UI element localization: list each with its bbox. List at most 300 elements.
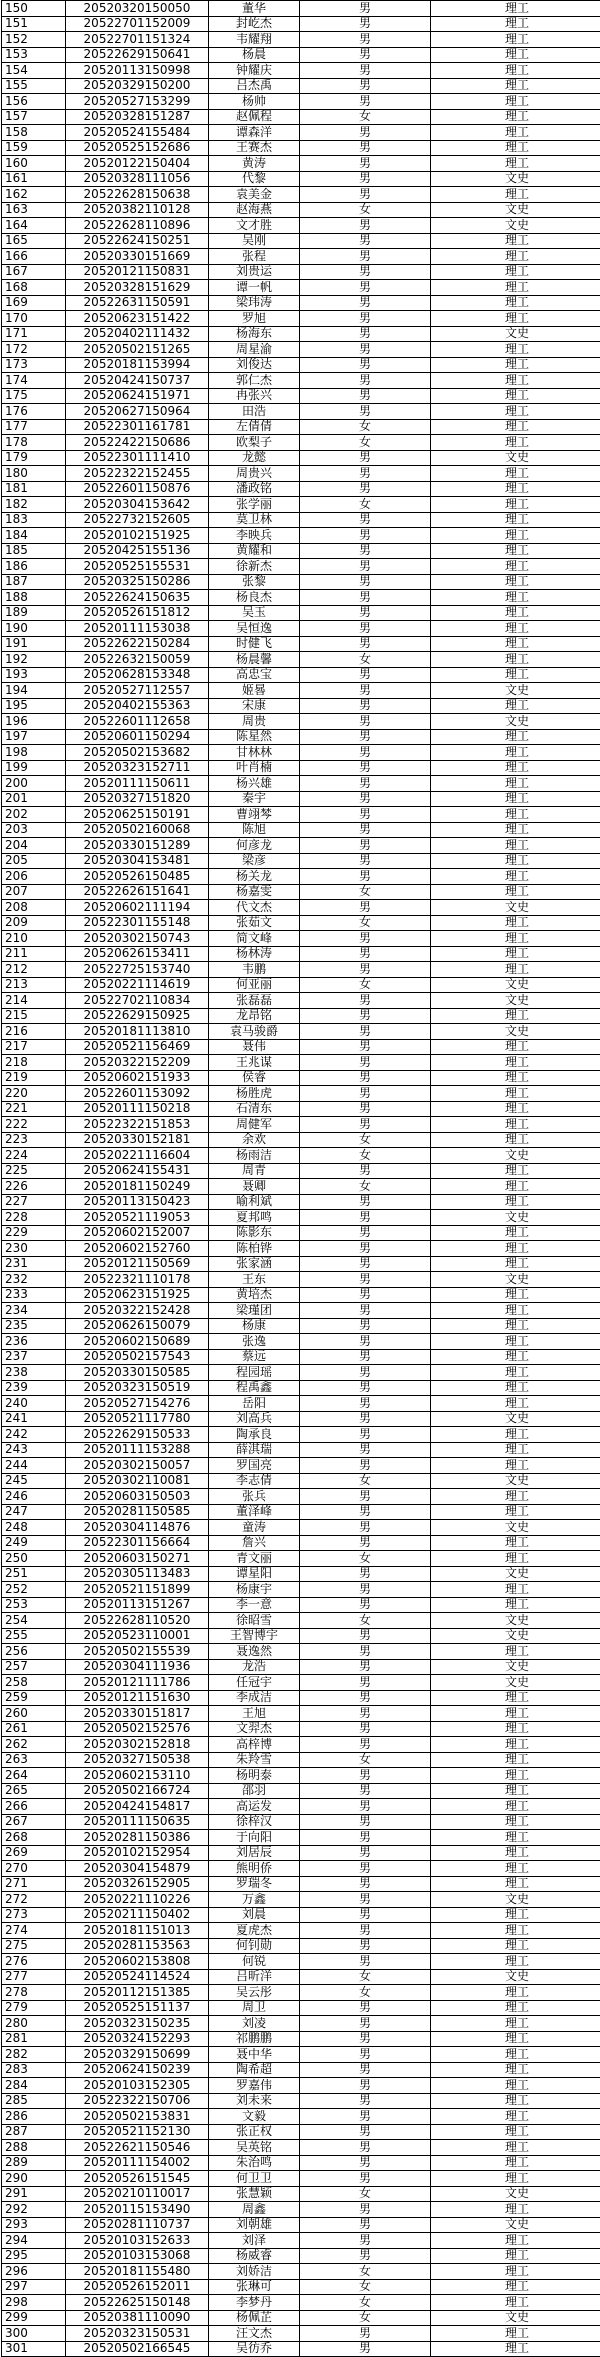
gender-cell: 女 bbox=[300, 915, 431, 931]
category-cell: 文史 bbox=[431, 900, 600, 916]
row-number-cell: 171 bbox=[2, 326, 66, 342]
table-row bbox=[2, 373, 600, 389]
table-row bbox=[2, 1070, 600, 1086]
table-row bbox=[2, 636, 600, 652]
gender-cell: 男 bbox=[300, 78, 431, 94]
gender-cell: 女 bbox=[300, 1132, 431, 1148]
table-row bbox=[2, 1287, 600, 1303]
student-id-cell: 20520102151925 bbox=[66, 528, 209, 544]
student-id-cell: 20522621150546 bbox=[66, 2140, 209, 2156]
table-row bbox=[2, 2279, 600, 2295]
category-cell: 理工 bbox=[431, 2279, 600, 2295]
gender-cell: 男 bbox=[300, 481, 431, 497]
category-cell: 文史 bbox=[431, 171, 600, 187]
table-row bbox=[2, 2078, 600, 2094]
row-number-cell: 194 bbox=[2, 683, 66, 699]
gender-cell: 男 bbox=[300, 1349, 431, 1365]
gender-cell: 男 bbox=[300, 1582, 431, 1598]
category-cell: 理工 bbox=[431, 1938, 600, 1954]
student-id-cell: 20520181113810 bbox=[66, 1024, 209, 1040]
gender-cell: 女 bbox=[300, 2310, 431, 2326]
table-row bbox=[2, 1535, 600, 1551]
name-cell: 杨佩芷 bbox=[209, 2310, 300, 2326]
category-cell: 文史 bbox=[431, 2310, 600, 2326]
category-cell: 理工 bbox=[431, 1737, 600, 1753]
gender-cell: 男 bbox=[300, 962, 431, 978]
table-row bbox=[2, 156, 600, 172]
category-cell: 理工 bbox=[431, 1923, 600, 1939]
student-id-cell: 20520281150386 bbox=[66, 1830, 209, 1846]
row-number-cell: 245 bbox=[2, 1473, 66, 1489]
category-cell: 理工 bbox=[431, 1318, 600, 1334]
table-row bbox=[2, 574, 600, 590]
row-number-cell: 263 bbox=[2, 1752, 66, 1768]
gender-cell: 男 bbox=[300, 1907, 431, 1923]
name-cell: 聂逸然 bbox=[209, 1644, 300, 1660]
name-cell: 刘高兵 bbox=[209, 1411, 300, 1427]
table-row bbox=[2, 2341, 600, 2357]
name-cell: 刘俊达 bbox=[209, 357, 300, 373]
table-row bbox=[2, 1225, 600, 1241]
category-cell: 理工 bbox=[431, 481, 600, 497]
student-id-cell: 20520210110017 bbox=[66, 2186, 209, 2202]
gender-cell: 男 bbox=[300, 2062, 431, 2078]
gender-cell: 男 bbox=[300, 698, 431, 714]
row-number-cell: 271 bbox=[2, 1876, 66, 1892]
row-number-cell: 208 bbox=[2, 900, 66, 916]
name-cell: 韦鹏 bbox=[209, 962, 300, 978]
student-id-cell: 20520602152760 bbox=[66, 1241, 209, 1257]
row-number-cell: 213 bbox=[2, 977, 66, 993]
name-cell: 夏虎杰 bbox=[209, 1923, 300, 1939]
name-cell: 祁鹏鹏 bbox=[209, 2031, 300, 2047]
name-cell: 陈柏铧 bbox=[209, 1241, 300, 1257]
row-number-cell: 226 bbox=[2, 1179, 66, 1195]
table-row bbox=[2, 1752, 600, 1768]
gender-cell: 男 bbox=[300, 2341, 431, 2357]
gender-cell: 男 bbox=[300, 1, 431, 17]
student-id-cell: 20520304114876 bbox=[66, 1520, 209, 1536]
table-row bbox=[2, 1566, 600, 1582]
table-row bbox=[2, 884, 600, 900]
gender-cell: 女 bbox=[300, 2186, 431, 2202]
row-number-cell: 175 bbox=[2, 388, 66, 404]
table-row bbox=[2, 1272, 600, 1288]
student-id-cell: 20520525151137 bbox=[66, 2000, 209, 2016]
gender-cell: 女 bbox=[300, 202, 431, 218]
student-table bbox=[1, 0, 600, 2357]
gender-cell: 男 bbox=[300, 450, 431, 466]
student-id-cell: 20522701151324 bbox=[66, 32, 209, 48]
student-id-cell: 20520113150998 bbox=[66, 63, 209, 79]
gender-cell: 男 bbox=[300, 1489, 431, 1505]
gender-cell: 男 bbox=[300, 1520, 431, 1536]
category-cell: 理工 bbox=[431, 497, 600, 513]
student-id-cell: 20520221116604 bbox=[66, 1148, 209, 1164]
table-row bbox=[2, 2016, 600, 2032]
row-number-cell: 169 bbox=[2, 295, 66, 311]
name-cell: 姬晷 bbox=[209, 683, 300, 699]
name-cell: 刘泽 bbox=[209, 2233, 300, 2249]
gender-cell: 男 bbox=[300, 2078, 431, 2094]
gender-cell: 男 bbox=[300, 1365, 431, 1381]
category-cell: 文史 bbox=[431, 2217, 600, 2233]
row-number-cell: 216 bbox=[2, 1024, 66, 1040]
category-cell: 文史 bbox=[431, 2186, 600, 2202]
student-id-cell: 20522624150251 bbox=[66, 233, 209, 249]
student-id-cell: 20522622150284 bbox=[66, 636, 209, 652]
table-row bbox=[2, 1520, 600, 1536]
row-number-cell: 154 bbox=[2, 63, 66, 79]
student-id-cell: 20520330150585 bbox=[66, 1365, 209, 1381]
name-cell: 罗瑞冬 bbox=[209, 1876, 300, 1892]
category-cell: 理工 bbox=[431, 1039, 600, 1055]
category-cell: 理工 bbox=[431, 140, 600, 156]
name-cell: 张逸 bbox=[209, 1334, 300, 1350]
category-cell: 理工 bbox=[431, 342, 600, 358]
student-id-cell: 20520402155363 bbox=[66, 698, 209, 714]
table-row bbox=[2, 1303, 600, 1319]
name-cell: 周健军 bbox=[209, 1117, 300, 1133]
table-row bbox=[2, 1582, 600, 1598]
category-cell: 理工 bbox=[431, 1380, 600, 1396]
category-cell: 理工 bbox=[431, 1194, 600, 1210]
row-number-cell: 218 bbox=[2, 1055, 66, 1071]
table-row bbox=[2, 946, 600, 962]
name-cell: 于向阳 bbox=[209, 1830, 300, 1846]
student-id-cell: 20520602111194 bbox=[66, 900, 209, 916]
gender-cell: 男 bbox=[300, 590, 431, 606]
gender-cell: 男 bbox=[300, 2233, 431, 2249]
category-cell: 理工 bbox=[431, 419, 600, 435]
name-cell: 甘林林 bbox=[209, 745, 300, 761]
gender-cell: 男 bbox=[300, 2109, 431, 2125]
name-cell: 岳阳 bbox=[209, 1396, 300, 1412]
row-number-cell: 205 bbox=[2, 853, 66, 869]
name-cell: 文羿杰 bbox=[209, 1721, 300, 1737]
row-number-cell: 270 bbox=[2, 1861, 66, 1877]
row-number-cell: 224 bbox=[2, 1148, 66, 1164]
student-id-cell: 20522321110178 bbox=[66, 1272, 209, 1288]
table-row bbox=[2, 1055, 600, 1071]
category-cell: 理工 bbox=[431, 1132, 600, 1148]
category-cell: 理工 bbox=[431, 1086, 600, 1102]
row-number-cell: 282 bbox=[2, 2047, 66, 2063]
category-cell: 理工 bbox=[431, 791, 600, 807]
category-cell: 理工 bbox=[431, 2171, 600, 2187]
table-row bbox=[2, 2248, 600, 2264]
student-id-cell: 20522601150876 bbox=[66, 481, 209, 497]
category-cell: 理工 bbox=[431, 2031, 600, 2047]
row-number-cell: 227 bbox=[2, 1194, 66, 1210]
name-cell: 熊明侨 bbox=[209, 1861, 300, 1877]
gender-cell: 男 bbox=[300, 311, 431, 327]
table-row bbox=[2, 466, 600, 482]
student-id-cell: 20520323150235 bbox=[66, 2016, 209, 2032]
table-row bbox=[2, 667, 600, 683]
student-id-cell: 20520525152686 bbox=[66, 140, 209, 156]
student-id-cell: 20520602153808 bbox=[66, 1954, 209, 1970]
student-id-cell: 20522629150641 bbox=[66, 47, 209, 63]
table-row bbox=[2, 1969, 600, 1985]
gender-cell: 男 bbox=[300, 1706, 431, 1722]
name-cell: 朱治鸣 bbox=[209, 2155, 300, 2171]
category-cell: 理工 bbox=[431, 915, 600, 931]
name-cell: 侯睿 bbox=[209, 1070, 300, 1086]
row-number-cell: 185 bbox=[2, 543, 66, 559]
category-cell: 理工 bbox=[431, 869, 600, 885]
name-cell: 韦耀翔 bbox=[209, 32, 300, 48]
gender-cell: 男 bbox=[300, 32, 431, 48]
student-id-cell: 20520121111786 bbox=[66, 1675, 209, 1691]
category-cell: 理工 bbox=[431, 1334, 600, 1350]
row-number-cell: 217 bbox=[2, 1039, 66, 1055]
category-cell: 理工 bbox=[431, 2326, 600, 2342]
gender-cell: 女 bbox=[300, 2279, 431, 2295]
row-number-cell: 207 bbox=[2, 884, 66, 900]
gender-cell: 男 bbox=[300, 1892, 431, 1908]
student-id-cell: 20520320150050 bbox=[66, 1, 209, 17]
table-row bbox=[2, 822, 600, 838]
row-number-cell: 159 bbox=[2, 140, 66, 156]
category-cell: 理工 bbox=[431, 388, 600, 404]
row-number-cell: 172 bbox=[2, 342, 66, 358]
student-id-cell: 20520502153682 bbox=[66, 745, 209, 761]
table-row bbox=[2, 1179, 600, 1195]
student-id-cell: 20520382110128 bbox=[66, 202, 209, 218]
category-cell: 理工 bbox=[431, 63, 600, 79]
student-id-cell: 20522301156664 bbox=[66, 1535, 209, 1551]
student-id-cell: 20520603150503 bbox=[66, 1489, 209, 1505]
student-id-cell: 20520281150585 bbox=[66, 1504, 209, 1520]
name-cell: 吴刚 bbox=[209, 233, 300, 249]
name-cell: 田浩 bbox=[209, 404, 300, 420]
category-cell: 理工 bbox=[431, 1783, 600, 1799]
category-cell: 理工 bbox=[431, 528, 600, 544]
student-id-cell: 20522301111410 bbox=[66, 450, 209, 466]
student-id-cell: 20520623151422 bbox=[66, 311, 209, 327]
table-row bbox=[2, 1241, 600, 1257]
table-row bbox=[2, 2140, 600, 2156]
row-number-cell: 256 bbox=[2, 1644, 66, 1660]
gender-cell: 男 bbox=[300, 1303, 431, 1319]
category-cell: 理工 bbox=[431, 2155, 600, 2171]
category-cell: 理工 bbox=[431, 1845, 600, 1861]
category-cell: 理工 bbox=[431, 1179, 600, 1195]
category-cell: 理工 bbox=[431, 559, 600, 575]
category-cell: 理工 bbox=[431, 1504, 600, 1520]
student-id-cell: 20520302152818 bbox=[66, 1737, 209, 1753]
table-row bbox=[2, 1489, 600, 1505]
gender-cell: 男 bbox=[300, 1241, 431, 1257]
gender-cell: 男 bbox=[300, 838, 431, 854]
gender-cell: 女 bbox=[300, 497, 431, 513]
name-cell: 何亚丽 bbox=[209, 977, 300, 993]
gender-cell: 女 bbox=[300, 1179, 431, 1195]
gender-cell: 男 bbox=[300, 404, 431, 420]
table-row bbox=[2, 1396, 600, 1412]
gender-cell: 男 bbox=[300, 1070, 431, 1086]
student-id-cell: 20522422150686 bbox=[66, 435, 209, 451]
gender-cell: 男 bbox=[300, 1628, 431, 1644]
name-cell: 刘凌 bbox=[209, 2016, 300, 2032]
category-cell: 理工 bbox=[431, 853, 600, 869]
row-number-cell: 214 bbox=[2, 993, 66, 1009]
category-cell: 理工 bbox=[431, 1814, 600, 1830]
row-number-cell: 182 bbox=[2, 497, 66, 513]
row-number-cell: 248 bbox=[2, 1520, 66, 1536]
row-number-cell: 295 bbox=[2, 2248, 66, 2264]
name-cell: 吴恒逸 bbox=[209, 621, 300, 637]
name-cell: 王赛杰 bbox=[209, 140, 300, 156]
student-id-cell: 20520602153110 bbox=[66, 1768, 209, 1784]
student-id-cell: 20520112151385 bbox=[66, 1985, 209, 2001]
category-cell: 理工 bbox=[431, 2047, 600, 2063]
table-row bbox=[2, 2186, 600, 2202]
name-cell: 吕昕洋 bbox=[209, 1969, 300, 1985]
name-cell: 刘朝雄 bbox=[209, 2217, 300, 2233]
gender-cell: 男 bbox=[300, 16, 431, 32]
category-cell: 理工 bbox=[431, 1287, 600, 1303]
student-id-cell: 20520181150249 bbox=[66, 1179, 209, 1195]
name-cell: 李一意 bbox=[209, 1597, 300, 1613]
name-cell: 高运发 bbox=[209, 1799, 300, 1815]
gender-cell: 男 bbox=[300, 1055, 431, 1071]
row-number-cell: 261 bbox=[2, 1721, 66, 1737]
table-row bbox=[2, 977, 600, 993]
student-id-cell: 20520121150831 bbox=[66, 264, 209, 280]
row-number-cell: 255 bbox=[2, 1628, 66, 1644]
row-number-cell: 260 bbox=[2, 1706, 66, 1722]
category-cell: 理工 bbox=[431, 1597, 600, 1613]
student-id-cell: 20520115153490 bbox=[66, 2202, 209, 2218]
table-body bbox=[2, 1, 600, 2357]
student-id-cell: 20520624151971 bbox=[66, 388, 209, 404]
category-cell: 文史 bbox=[431, 993, 600, 1009]
name-cell: 余欢 bbox=[209, 1132, 300, 1148]
name-cell: 徐昭雪 bbox=[209, 1613, 300, 1629]
table-row bbox=[2, 497, 600, 513]
name-cell: 刘贵运 bbox=[209, 264, 300, 280]
gender-cell: 女 bbox=[300, 1752, 431, 1768]
row-number-cell: 198 bbox=[2, 745, 66, 761]
student-id-cell: 20520328111056 bbox=[66, 171, 209, 187]
student-id-cell: 20520211150402 bbox=[66, 1907, 209, 1923]
student-id-cell: 20520502155539 bbox=[66, 1644, 209, 1660]
student-id-cell: 20520521152130 bbox=[66, 2124, 209, 2140]
gender-cell: 男 bbox=[300, 342, 431, 358]
name-cell: 王智博宇 bbox=[209, 1628, 300, 1644]
category-cell: 文史 bbox=[431, 218, 600, 234]
name-cell: 吴云彤 bbox=[209, 1985, 300, 2001]
name-cell: 吴英铭 bbox=[209, 2140, 300, 2156]
table-row bbox=[2, 1892, 600, 1908]
table-row bbox=[2, 698, 600, 714]
student-id-cell: 20522629150925 bbox=[66, 1008, 209, 1024]
row-number-cell: 157 bbox=[2, 109, 66, 125]
name-cell: 杨良杰 bbox=[209, 590, 300, 606]
name-cell: 黄耀和 bbox=[209, 543, 300, 559]
student-id-cell: 20520330151669 bbox=[66, 249, 209, 265]
name-cell: 曹翊棽 bbox=[209, 807, 300, 823]
gender-cell: 男 bbox=[300, 2326, 431, 2342]
name-cell: 龙浩 bbox=[209, 1659, 300, 1675]
student-id-cell: 20520181153994 bbox=[66, 357, 209, 373]
row-number-cell: 181 bbox=[2, 481, 66, 497]
category-cell: 理工 bbox=[431, 1954, 600, 1970]
row-number-cell: 192 bbox=[2, 652, 66, 668]
category-cell: 理工 bbox=[431, 1985, 600, 2001]
table-row bbox=[2, 2093, 600, 2109]
category-cell: 理工 bbox=[431, 1442, 600, 1458]
student-id-cell: 20520626153411 bbox=[66, 946, 209, 962]
category-cell: 理工 bbox=[431, 78, 600, 94]
student-id-cell: 20520111150611 bbox=[66, 776, 209, 792]
table-row bbox=[2, 1256, 600, 1272]
row-number-cell: 275 bbox=[2, 1938, 66, 1954]
name-cell: 谭一帆 bbox=[209, 280, 300, 296]
student-id-cell: 20520521151899 bbox=[66, 1582, 209, 1598]
student-id-cell: 20520103153068 bbox=[66, 2248, 209, 2264]
name-cell: 杨兴雄 bbox=[209, 776, 300, 792]
category-cell: 文史 bbox=[431, 1148, 600, 1164]
student-id-cell: 20520527153299 bbox=[66, 94, 209, 110]
name-cell: 杨胜虎 bbox=[209, 1086, 300, 1102]
table-row bbox=[2, 2047, 600, 2063]
name-cell: 汪文杰 bbox=[209, 2326, 300, 2342]
name-cell: 王兆谋 bbox=[209, 1055, 300, 1071]
row-number-cell: 277 bbox=[2, 1969, 66, 1985]
table-row bbox=[2, 1039, 600, 1055]
table-row bbox=[2, 1938, 600, 1954]
table-row bbox=[2, 1613, 600, 1629]
name-cell: 杨明泰 bbox=[209, 1768, 300, 1784]
gender-cell: 男 bbox=[300, 280, 431, 296]
category-cell: 理工 bbox=[431, 1070, 600, 1086]
student-id-cell: 20520602152007 bbox=[66, 1225, 209, 1241]
gender-cell: 男 bbox=[300, 2000, 431, 2016]
category-cell: 理工 bbox=[431, 1582, 600, 1598]
student-id-cell: 20522725153740 bbox=[66, 962, 209, 978]
category-cell: 文史 bbox=[431, 1675, 600, 1691]
table-row bbox=[2, 1163, 600, 1179]
category-cell: 文史 bbox=[431, 1892, 600, 1908]
table-row bbox=[2, 1504, 600, 1520]
name-cell: 何锐 bbox=[209, 1954, 300, 1970]
category-cell: 理工 bbox=[431, 931, 600, 947]
category-cell: 理工 bbox=[431, 1861, 600, 1877]
row-number-cell: 267 bbox=[2, 1814, 66, 1830]
table-row bbox=[2, 931, 600, 947]
name-cell: 杨康 bbox=[209, 1318, 300, 1334]
category-cell: 理工 bbox=[431, 1768, 600, 1784]
row-number-cell: 234 bbox=[2, 1303, 66, 1319]
student-id-cell: 20522628110520 bbox=[66, 1613, 209, 1629]
gender-cell: 男 bbox=[300, 1659, 431, 1675]
row-number-cell: 249 bbox=[2, 1535, 66, 1551]
student-id-cell: 20520624155431 bbox=[66, 1163, 209, 1179]
row-number-cell: 244 bbox=[2, 1458, 66, 1474]
student-id-cell: 20520524114524 bbox=[66, 1969, 209, 1985]
table-row bbox=[2, 1380, 600, 1396]
category-cell: 文史 bbox=[431, 1659, 600, 1675]
name-cell: 夏邦鸣 bbox=[209, 1210, 300, 1226]
category-cell: 理工 bbox=[431, 1551, 600, 1567]
gender-cell: 男 bbox=[300, 1566, 431, 1582]
category-cell: 理工 bbox=[431, 1752, 600, 1768]
name-cell: 董华 bbox=[209, 1, 300, 17]
row-number-cell: 151 bbox=[2, 16, 66, 32]
